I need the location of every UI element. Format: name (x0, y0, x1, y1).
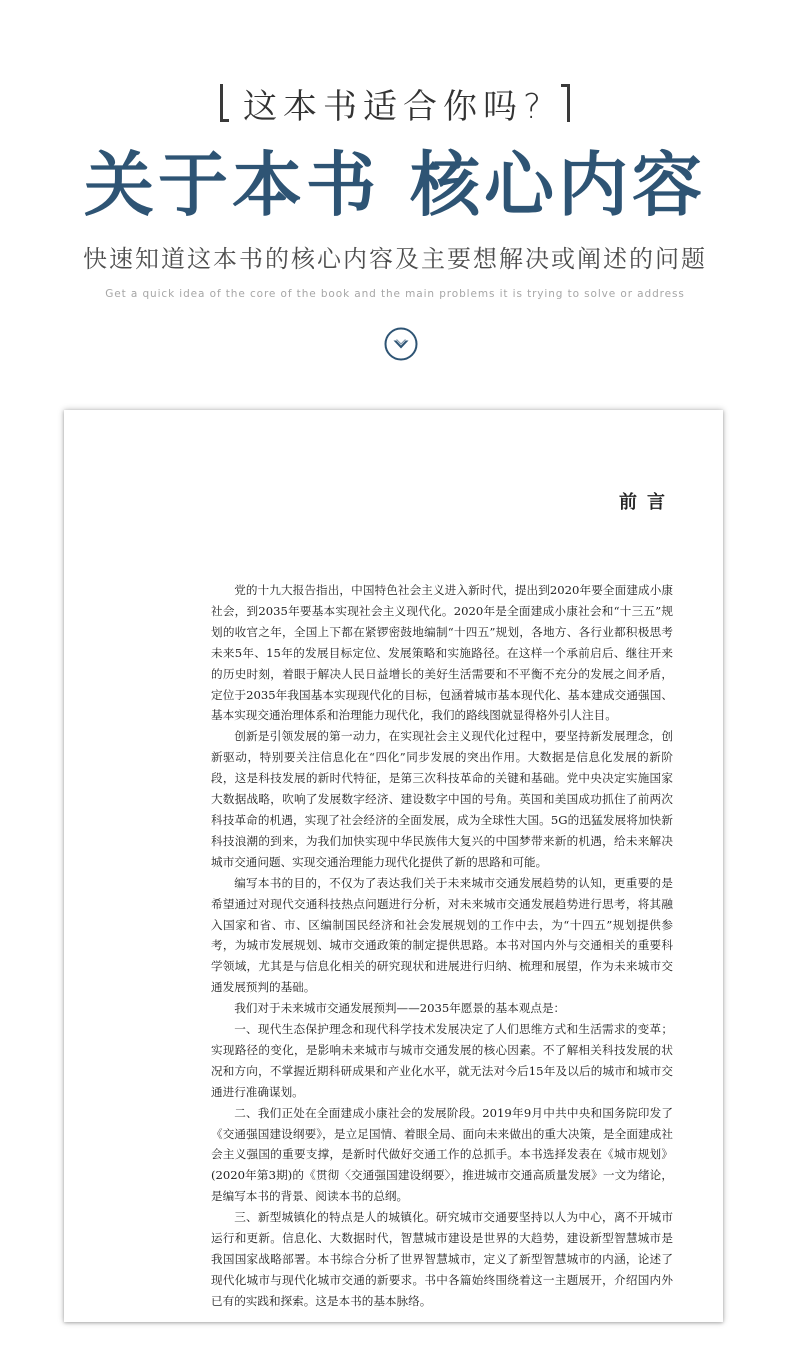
title-part-2: 核心内容 (410, 143, 706, 226)
paragraph: 二、我们正处在全面建成小康社会的发展阶段。2019年9月中共中央和国务院印发了《交通强国建设纲要》，是立足国情、着眼全局、面向未来做出的重大决策，是全面建成社会主义强国的重要支撑，是新时代做好交通工作的总抓手。本书选择发表在《城市规划》(2020年第3期)的《贯彻〈交通强国建设纲要〉，推进城市交通高质量发展》一文为绪论，是编写本书的背景、阅读本书的总纲。 (211, 1105, 673, 1204)
document-page (64, 410, 723, 1322)
tagline-text: 这本书适合你吗? (242, 86, 548, 127)
document-body (211, 580, 673, 1312)
paragraph: 一、现代生态保护理念和现代科学技术发展决定了人们思维方式和生活需求的变革；实现路径的变化，是影响未来城市与城市交通发展的核心因素。不了解相关科技发展的状况和方向，不掌握近期科研成果和产业化水平，就无法对今后15年及以后的城市和城市交通进行准确谋划。 (211, 1022, 673, 1099)
paragraph: 党的十九大报告指出，中国特色社会主义进入新时代，提出到2020年要全面建成小康社会，到2035年要基本实现社会主义现代化。2020年是全面建成小康社会和“十三五”规划的收官之年，全国上下都在紧锣密鼓地编制“十四五”规划，各地方、各行业都积极思考未来5年、15年的发展目标定位、发展策略和实施路径。在这样一个承前启后、继往开来的历史时刻，着眼于解决人民日益增长的美好生活需要和不平衡不充分的发展之间矛盾，定位于2035年我国基本实现现代化的目标，包涵着城市基本现代化、基本建成交通强国、基本实现交通治理体系和治理能力现代化，我们的路线图就显得格外引人注目。 (211, 583, 673, 723)
title-part-1: 关于本书 (84, 143, 380, 226)
left-bracket-icon (220, 84, 229, 122)
paragraph: 编写本书的目的，不仅为了表达我们关于未来城市交通发展趋势的认知，更重要的是希望通过对现代交通科技热点问题进行分析，对未来城市交通发展趋势进行思考，将其融入国家和省、市、区编制国民经济和社会发展规划的工作中去，为“十四五”规划提供参考，为城市发展规划、城市交通政策的制定提供思路。本书对国内外与交通相关的重要科学领域，尤其是与信息化相关的研究现状和进展进行归纳、梳理和展望，作为未来城市交通发展预判的基础。 (211, 875, 673, 995)
paragraph: 我们对于未来城市交通发展预判——2035年愿景的基本观点是： (234, 1001, 566, 1016)
subtitle: 快速知道这本书的核心内容及主要想解决或阐述的问题 (83, 245, 707, 273)
page-title (0, 140, 790, 230)
subtitle-english: Get a quick idea of the core of the book and the main problems it is trying to solve or address (105, 288, 685, 300)
paragraph: 三、新型城镇化的特点是人的城镇化。研究城市交通要坚持以人为中心，离不开城市运行和更新。信息化、大数据时代，智慧城市建设是世界的大趋势，建设新型智慧城市是我国国家战略部署。本书综合分析了世界智慧城市，定义了新型智慧城市的内涵，论述了现代化城市与现代化城市交通的新要求。书中各篇始终围绕着这一主题展开，介绍国内外已有的实践和探索。这是本书的基本脉络。 (211, 1210, 673, 1308)
paragraph: 创新是引领发展的第一动力，在实现社会主义现代化过程中，要坚持新发展理念，创新驱动，特别要关注信息化在“四化”同步发展的突出作用。大数据是信息化发展的新阶段，这是科技发展的新时代特征，是第三次科技革命的关键和基础。党中央决定实施国家大数据战略，吹响了发展数字经济、建设数字中国的号角。英国和美国成功抓住了前两次科技革命的机遇，实现了社会经济的全面发展，成为全球性大国。5G的迅猛发展将加快新科技浪潮的到来，为我们加快实现中华民族伟大复兴的中国梦带来新的机遇，给未来解决城市交通问题、实现交通治理能力现代化提供了新的思路和可能。 (211, 729, 673, 869)
chevron-down-circle-icon (384, 327, 418, 361)
right-bracket-icon (561, 84, 570, 122)
document-title: 前言 (619, 492, 675, 513)
header-tagline (0, 78, 790, 128)
